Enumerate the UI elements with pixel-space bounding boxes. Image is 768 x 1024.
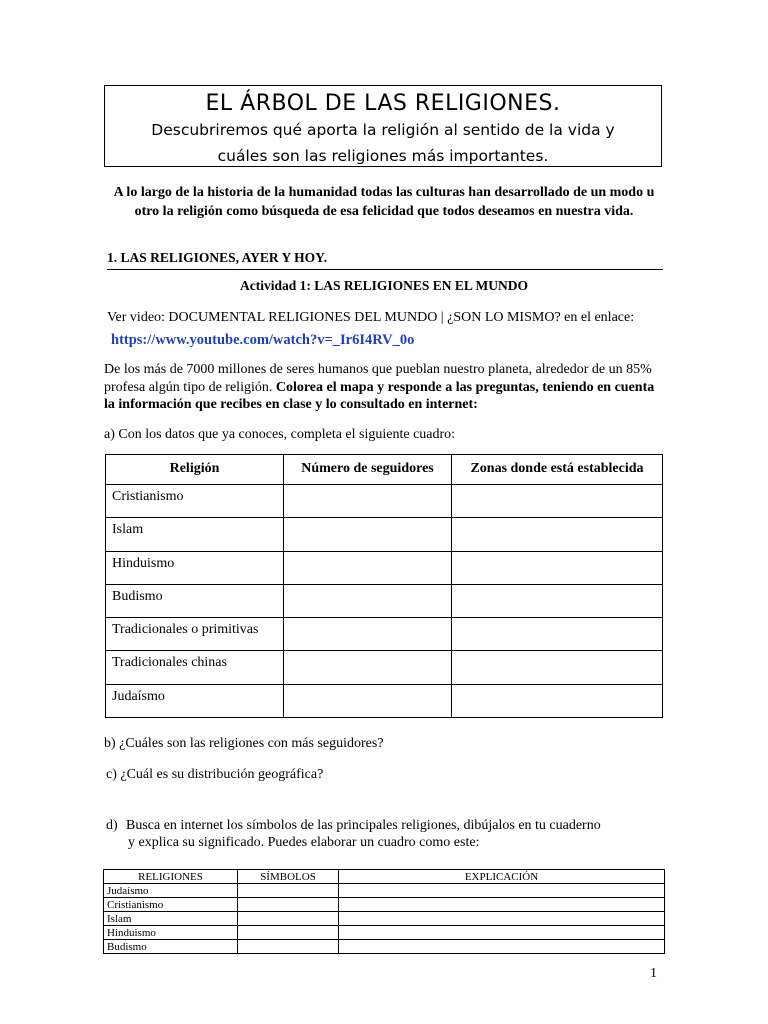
religion-cell: Judaísmo bbox=[106, 684, 284, 717]
section-title: 1. LAS RELIGIONES, AYER Y HOY. bbox=[107, 250, 663, 270]
table-header-row bbox=[106, 455, 663, 485]
religion-cell: Budismo bbox=[104, 940, 238, 954]
religion-cell: Tradicionales chinas bbox=[106, 651, 284, 684]
symbols-table bbox=[103, 869, 665, 954]
activity-title: Actividad 1: LAS RELIGIONES EN EL MUNDO bbox=[239, 278, 529, 293]
header-followers: Número de seguidores bbox=[284, 455, 452, 485]
table-row bbox=[106, 684, 663, 717]
table-row bbox=[104, 940, 665, 954]
symbol-cell[interactable] bbox=[238, 884, 339, 898]
table-row bbox=[104, 926, 665, 940]
symbol-cell[interactable] bbox=[238, 940, 339, 954]
page-number: 1 bbox=[650, 966, 657, 981]
table-row bbox=[104, 912, 665, 926]
header-religiones: RELIGIONES bbox=[104, 870, 238, 884]
question-d-line-1: Busca en internet los símbolos de las principales religiones, dibújalos en tu cuaderno bbox=[126, 818, 601, 833]
followers-cell[interactable] bbox=[284, 618, 452, 651]
table-row bbox=[106, 584, 663, 617]
title-box bbox=[104, 85, 662, 167]
question-d bbox=[106, 817, 666, 851]
table-row bbox=[104, 884, 665, 898]
followers-cell[interactable] bbox=[284, 551, 452, 584]
intro-paragraph: A lo largo de la historia de la humanidad todas las culturas han desarrollado de un modo u otro la religión como búsqueda de esa felicidad que todos deseamos en nuestra vida. bbox=[113, 185, 655, 219]
followers-cell[interactable] bbox=[284, 684, 452, 717]
followers-cell[interactable] bbox=[284, 485, 452, 518]
explanation-cell[interactable] bbox=[339, 940, 665, 954]
video-link[interactable]: https://www.youtube.com/watch?v=_Ir6I4RV_0o bbox=[111, 332, 415, 348]
religions-table bbox=[105, 454, 663, 718]
religion-cell: Judaísmo bbox=[104, 884, 238, 898]
religion-cell: Islam bbox=[106, 518, 284, 551]
zones-cell[interactable] bbox=[452, 518, 663, 551]
table-row bbox=[106, 485, 663, 518]
question-b: b) ¿Cuáles son las religiones con más seguidores? bbox=[104, 736, 384, 751]
zones-cell[interactable] bbox=[452, 684, 663, 717]
subtitle-line-1: Descubriremos qué aporta la religión al sentido de la vida y bbox=[151, 121, 615, 139]
small-table-header-row bbox=[104, 870, 665, 884]
paragraph-bold-text: Colorea el mapa y responde a las preguntas, teniendo en cuenta la información que recibes en clase y lo consultado en internet: bbox=[104, 379, 655, 412]
religion-cell: Cristianismo bbox=[106, 485, 284, 518]
table-row bbox=[106, 551, 663, 584]
zones-cell[interactable] bbox=[452, 651, 663, 684]
symbol-cell[interactable] bbox=[238, 898, 339, 912]
zones-cell[interactable] bbox=[452, 618, 663, 651]
question-d-label: d) bbox=[106, 818, 118, 833]
header-zones: Zonas donde está establecida bbox=[452, 455, 663, 485]
header-simbolos: SÍMBOLOS bbox=[238, 870, 339, 884]
religion-cell: Budismo bbox=[106, 584, 284, 617]
header-religion: Religión bbox=[106, 455, 284, 485]
table-row bbox=[106, 618, 663, 651]
followers-cell[interactable] bbox=[284, 518, 452, 551]
symbol-cell[interactable] bbox=[238, 912, 339, 926]
followers-cell[interactable] bbox=[284, 584, 452, 617]
followers-cell[interactable] bbox=[284, 651, 452, 684]
explanation-cell[interactable] bbox=[339, 912, 665, 926]
table-row bbox=[106, 518, 663, 551]
table-row bbox=[104, 898, 665, 912]
paragraph-normal-text: De los más de 7000 millones de seres humanos que pueblan nuestro planeta, alrededor de un 85% profesa algún tipo de religión. bbox=[104, 362, 652, 395]
religion-cell: Cristianismo bbox=[104, 898, 238, 912]
header-explicacion: EXPLICACIÓN bbox=[339, 870, 665, 884]
video-instruction: Ver video: DOCUMENTAL RELIGIONES DEL MUNDO | ¿SON LO MISMO? en el enlace: bbox=[107, 310, 635, 325]
explanation-cell[interactable] bbox=[339, 926, 665, 940]
question-a: a) Con los datos que ya conoces, completa el siguiente cuadro: bbox=[104, 427, 456, 442]
explanation-cell[interactable] bbox=[339, 884, 665, 898]
religion-cell: Islam bbox=[104, 912, 238, 926]
subtitle-line-2: cuáles son las religiones más importantes. bbox=[217, 147, 549, 165]
religion-cell: Hinduismo bbox=[104, 926, 238, 940]
table-row bbox=[106, 651, 663, 684]
religion-cell: Tradicionales o primitivas bbox=[106, 618, 284, 651]
zones-cell[interactable] bbox=[452, 584, 663, 617]
question-c: c) ¿Cuál es su distribución geográfica? bbox=[106, 767, 324, 782]
zones-cell[interactable] bbox=[452, 485, 663, 518]
instruction-paragraph bbox=[104, 361, 664, 414]
question-d-line-2: y explica su significado. Puedes elaborar un cuadro como este: bbox=[128, 835, 480, 850]
religion-cell: Hinduismo bbox=[106, 551, 284, 584]
symbol-cell[interactable] bbox=[238, 926, 339, 940]
zones-cell[interactable] bbox=[452, 551, 663, 584]
explanation-cell[interactable] bbox=[339, 898, 665, 912]
page-title: EL ÁRBOL DE LAS RELIGIONES. bbox=[205, 91, 561, 116]
